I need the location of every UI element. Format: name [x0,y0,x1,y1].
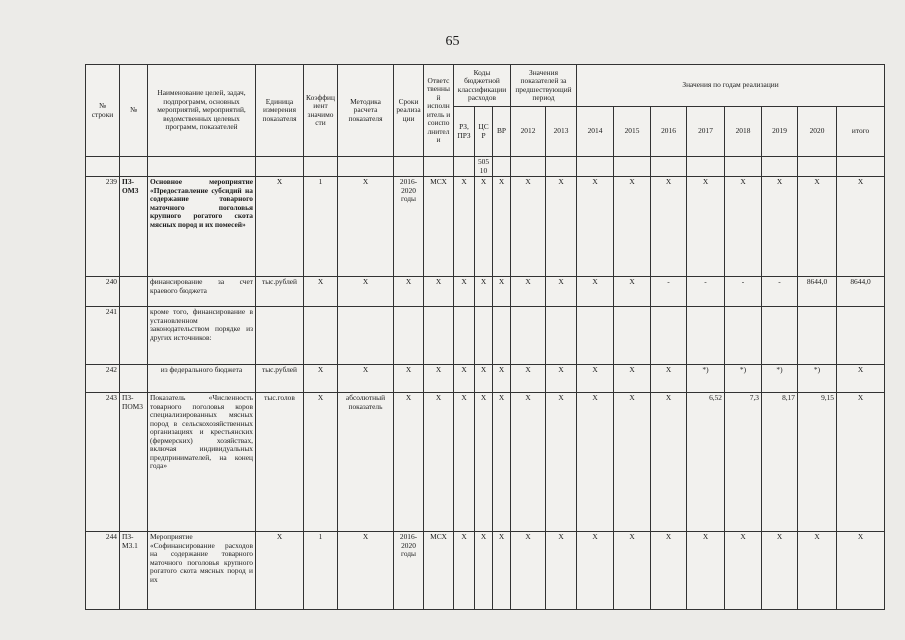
row-2016: X [651,177,687,277]
row-coef: 1 [304,177,338,277]
row-vr [493,307,511,365]
row-executor: МСХ [424,532,454,610]
row-executor: X [424,277,454,307]
row-total: X [837,393,885,532]
header-budget-codes: Коды бюджетной классификации расходов [454,65,511,107]
row-vr: X [493,365,511,393]
row-2016: - [651,277,687,307]
row-method: X [338,277,394,307]
row-code: ПЗ-ПОМ3 [120,393,148,532]
row-code: ПЗ-М3.1 [120,532,148,610]
row-term [394,307,424,365]
row-coef: X [304,365,338,393]
row-total [837,307,885,365]
table-row [86,307,885,365]
row-2018: *) [725,365,762,393]
row-number: 243 [86,393,120,532]
header-2018: 2018 [725,107,762,157]
row-unit: тыс.рублей [256,277,304,307]
row-method [338,307,394,365]
row-method: X [338,532,394,610]
row-2019: X [762,177,798,277]
row-csr: X [475,277,493,307]
row-2013: X [546,393,577,532]
row-term: X [394,365,424,393]
row-2020 [798,307,837,365]
row-2015: X [614,532,651,610]
row-total: X [837,532,885,610]
row-total: 8644,0 [837,277,885,307]
header-csr: ЦСР [475,107,493,157]
row-method: абсолютный показатель [338,393,394,532]
row-rz: X [454,393,475,532]
row-number: 239 [86,177,120,277]
row-name: Показатель «Численность товарного поголовья коров специализированных мясных пород в сельскохозяйственных организациях и крестьянских (фермерских) хозяйствах, включая индивидуальных предпринимателей, на конец года» [148,393,256,532]
header-year-values: Значения по годам реализации [577,65,885,107]
table-row [86,365,885,393]
row-unit: X [256,532,304,610]
row-code [120,277,148,307]
row-2014: X [577,277,614,307]
row-rz: X [454,532,475,610]
row-coef: 1 [304,532,338,610]
page-number: 65 [445,34,460,49]
row-total: X [837,177,885,277]
code-csr: 50510 [475,157,493,177]
row-unit: тыс.голов [256,393,304,532]
header-rz: РЗ, ПРЗ [454,107,475,157]
row-coef: X [304,393,338,532]
row-2013: X [546,365,577,393]
row-2013 [546,307,577,365]
row-code [120,365,148,393]
row-name: кроме того, финансирование в установленном законодательством порядке из других источников: [148,307,256,365]
row-2018: X [725,177,762,277]
row-name: Мероприятие «Софинансирование расходов на содержание товарного маточного поголовья крупного рогатого скота мясных пород и их [148,532,256,610]
header-unit: Единица измерения показателя [256,65,304,157]
header-no: № [120,65,148,157]
row-csr: X [475,393,493,532]
row-2020: 8644,0 [798,277,837,307]
row-csr: X [475,532,493,610]
row-number: 244 [86,532,120,610]
row-term: X [394,393,424,532]
row-csr: X [475,177,493,277]
row-executor [424,307,454,365]
row-2015: X [614,177,651,277]
row-name: Основное мероприятие «Предоставление субсидий на содержание товарного маточного поголовья крупного рогатого скота мясных пород и их помесей» [148,177,256,277]
header-name: Наименование целей, задач, подпрограмм, основных мероприятий, мероприятий, ведомственных целевых программ, показателей [148,65,256,157]
row-2017: X [687,177,725,277]
row-coef: X [304,277,338,307]
row-2014: X [577,365,614,393]
row-2013: X [546,277,577,307]
row-number: 242 [86,365,120,393]
row-term: X [394,277,424,307]
header-2016: 2016 [651,107,687,157]
table-row [86,177,885,277]
row-csr [475,307,493,365]
row-2015: X [614,365,651,393]
row-2016 [651,307,687,365]
header-term: Сроки реализации [394,65,424,157]
header-2014: 2014 [577,107,614,157]
header-2019: 2019 [762,107,798,157]
header-prev-values: Значения показателей за предшествующий период [511,65,577,107]
header-2017: 2017 [687,107,725,157]
header-executor: Ответственный исполнитель и соисполнители [424,65,454,157]
header-vr: ВР [493,107,511,157]
row-2015: X [614,277,651,307]
table-row [86,532,885,610]
row-2019 [762,307,798,365]
row-2012: X [511,532,546,610]
header-2015: 2015 [614,107,651,157]
row-code [120,307,148,365]
row-2014: X [577,532,614,610]
header-coef: Коэффициент значимости [304,65,338,157]
table-row [86,277,885,307]
program-table [85,64,885,610]
header-2013: 2013 [546,107,577,157]
header-2020: 2020 [798,107,837,157]
row-2013: X [546,532,577,610]
row-rz: X [454,365,475,393]
row-term: 2016-2020 годы [394,532,424,610]
code-row [86,157,885,177]
row-2018: - [725,277,762,307]
row-2012: X [511,393,546,532]
header-row-no: № строки [86,65,120,157]
row-2017: 6,52 [687,393,725,532]
row-2015: X [614,393,651,532]
row-executor: X [424,365,454,393]
row-name: финансирование за счет краевого бюджета [148,277,256,307]
row-2012: X [511,277,546,307]
row-vr: X [493,277,511,307]
row-2013: X [546,177,577,277]
row-2014 [577,307,614,365]
row-term: 2016-2020 годы [394,177,424,277]
row-2015 [614,307,651,365]
row-2018: X [725,532,762,610]
row-2016: X [651,532,687,610]
row-method: X [338,365,394,393]
row-2017: - [687,277,725,307]
row-2019: 8,17 [762,393,798,532]
row-2020: 9,15 [798,393,837,532]
row-2018: 7,3 [725,393,762,532]
row-2019: *) [762,365,798,393]
row-2018 [725,307,762,365]
row-unit: тыс.рублей [256,365,304,393]
row-2017 [687,307,725,365]
header-row-top [86,65,885,107]
row-coef [304,307,338,365]
row-rz: X [454,177,475,277]
row-2014: X [577,177,614,277]
row-number: 241 [86,307,120,365]
row-unit: X [256,177,304,277]
row-2016: X [651,365,687,393]
row-name: из федерального бюджета [148,365,256,393]
row-2016: X [651,393,687,532]
row-executor: X [424,393,454,532]
row-2017: *) [687,365,725,393]
row-2019: X [762,532,798,610]
row-csr: X [475,365,493,393]
header-2012: 2012 [511,107,546,157]
row-vr: X [493,532,511,610]
row-2020: X [798,177,837,277]
row-2017: X [687,532,725,610]
header-method: Методика расчета показателя [338,65,394,157]
row-rz [454,307,475,365]
row-number: 240 [86,277,120,307]
header-total: итого [837,107,885,157]
row-code: ПЗ-ОМ3 [120,177,148,277]
row-2012: X [511,177,546,277]
table-row [86,393,885,532]
row-2020: X [798,532,837,610]
row-vr: X [493,393,511,532]
row-2012: X [511,365,546,393]
row-2012 [511,307,546,365]
row-rz: X [454,277,475,307]
row-executor: МСХ [424,177,454,277]
row-2019: - [762,277,798,307]
row-method: X [338,177,394,277]
row-2020: *) [798,365,837,393]
row-unit [256,307,304,365]
row-2014: X [577,393,614,532]
row-vr: X [493,177,511,277]
row-total: X [837,365,885,393]
